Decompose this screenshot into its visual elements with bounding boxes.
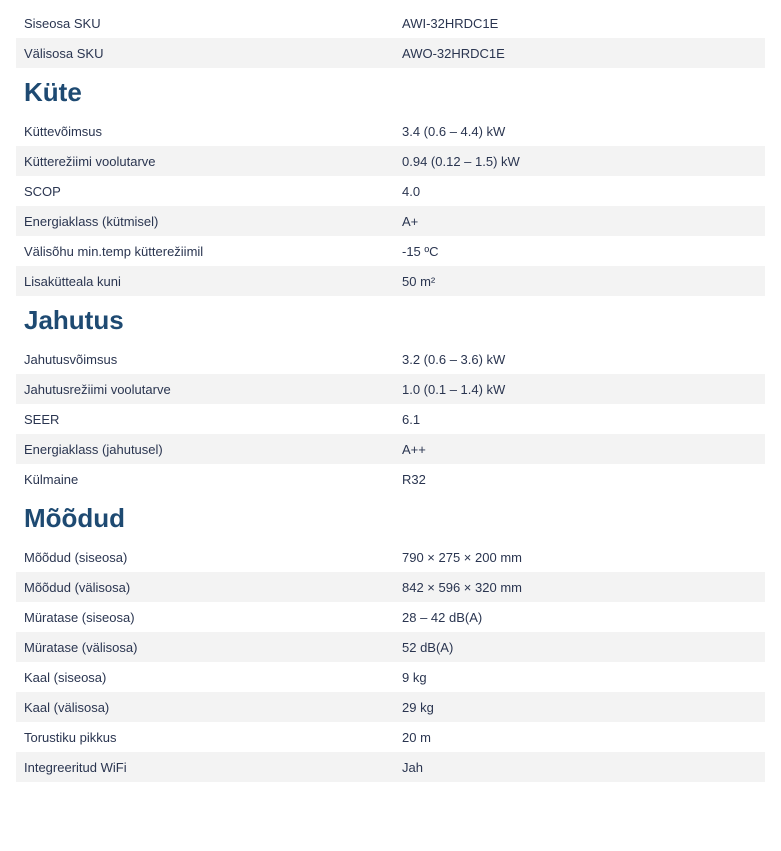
table-row [16, 572, 765, 602]
dimensions-table [16, 542, 765, 782]
row-label: Müratase (siseosa) [24, 609, 135, 625]
section-title-dimensions: Mõõdud [24, 503, 126, 533]
row-value: AWO-32HRDC1E [402, 45, 505, 61]
row-value: AWI-32HRDC1E [402, 15, 499, 31]
row-value: 20 m [402, 729, 431, 745]
row-label: Müratase (välisosa) [24, 639, 138, 655]
section-title-heating: Küte [24, 77, 82, 107]
row-label: Kaal (siseosa) [24, 669, 107, 685]
table-row [16, 236, 765, 266]
row-label: Välisõhu min.temp kütterežiimil [24, 243, 204, 259]
table-row [16, 8, 765, 38]
table-row [16, 206, 765, 236]
row-label: Küttevõimsus [24, 123, 103, 139]
row-value: 29 kg [402, 699, 434, 715]
row-value: A+ [402, 213, 419, 229]
table-row [16, 266, 765, 296]
table-row [16, 146, 765, 176]
row-label: Siseosa SKU [24, 15, 101, 31]
heating-table [16, 116, 765, 296]
table-row [16, 374, 765, 404]
row-label: Integreeritud WiFi [24, 759, 127, 775]
table-row [16, 434, 765, 464]
row-value: 3.2 (0.6 – 3.6) kW [402, 351, 506, 367]
row-value: -15 ºC [402, 243, 439, 259]
section-title-cooling: Jahutus [24, 305, 124, 335]
table-row [16, 662, 765, 692]
row-value: 0.94 (0.12 – 1.5) kW [402, 153, 520, 169]
row-value: R32 [402, 471, 426, 487]
row-value: 1.0 (0.1 – 1.4) kW [402, 381, 506, 397]
row-label: SEER [24, 411, 60, 427]
row-label: Energiaklass (kütmisel) [24, 213, 159, 229]
row-value: 52 dB(A) [402, 639, 454, 655]
row-value: 6.1 [402, 411, 421, 427]
row-value: Jah [402, 759, 423, 775]
row-value: 9 kg [402, 669, 427, 685]
table-row [16, 404, 765, 434]
table-row [16, 542, 765, 572]
cooling-table [16, 344, 765, 494]
table-row [16, 752, 765, 782]
row-label: Jahutusrežiimi voolutarve [24, 381, 171, 397]
sku-table [16, 8, 765, 68]
table-row [16, 176, 765, 206]
row-label: Lisakütteala kuni [24, 273, 121, 289]
row-label: Jahutusvõimsus [24, 351, 118, 367]
row-value: 50 m² [402, 273, 436, 289]
table-row [16, 692, 765, 722]
row-label: Energiaklass (jahutusel) [24, 441, 163, 457]
table-row [16, 344, 765, 374]
table-row [16, 602, 765, 632]
table-row [16, 116, 765, 146]
row-value: 28 – 42 dB(A) [402, 609, 483, 625]
row-label: Kaal (välisosa) [24, 699, 110, 715]
row-value: 4.0 [402, 183, 421, 199]
row-value: 3.4 (0.6 – 4.4) kW [402, 123, 506, 139]
row-label: Kütterežiimi voolutarve [24, 153, 156, 169]
row-label: Torustiku pikkus [24, 729, 117, 745]
row-label: SCOP [24, 183, 61, 199]
row-value: A++ [402, 441, 426, 457]
row-value: 842 × 596 × 320 mm [402, 579, 522, 595]
table-row [16, 722, 765, 752]
table-row [16, 632, 765, 662]
row-value: 790 × 275 × 200 mm [402, 549, 522, 565]
table-row [16, 464, 765, 494]
row-label: Välisosa SKU [24, 45, 104, 61]
row-label: Mõõdud (siseosa) [24, 549, 128, 565]
table-row [16, 38, 765, 68]
row-label: Külmaine [24, 471, 79, 487]
row-label: Mõõdud (välisosa) [24, 579, 131, 595]
